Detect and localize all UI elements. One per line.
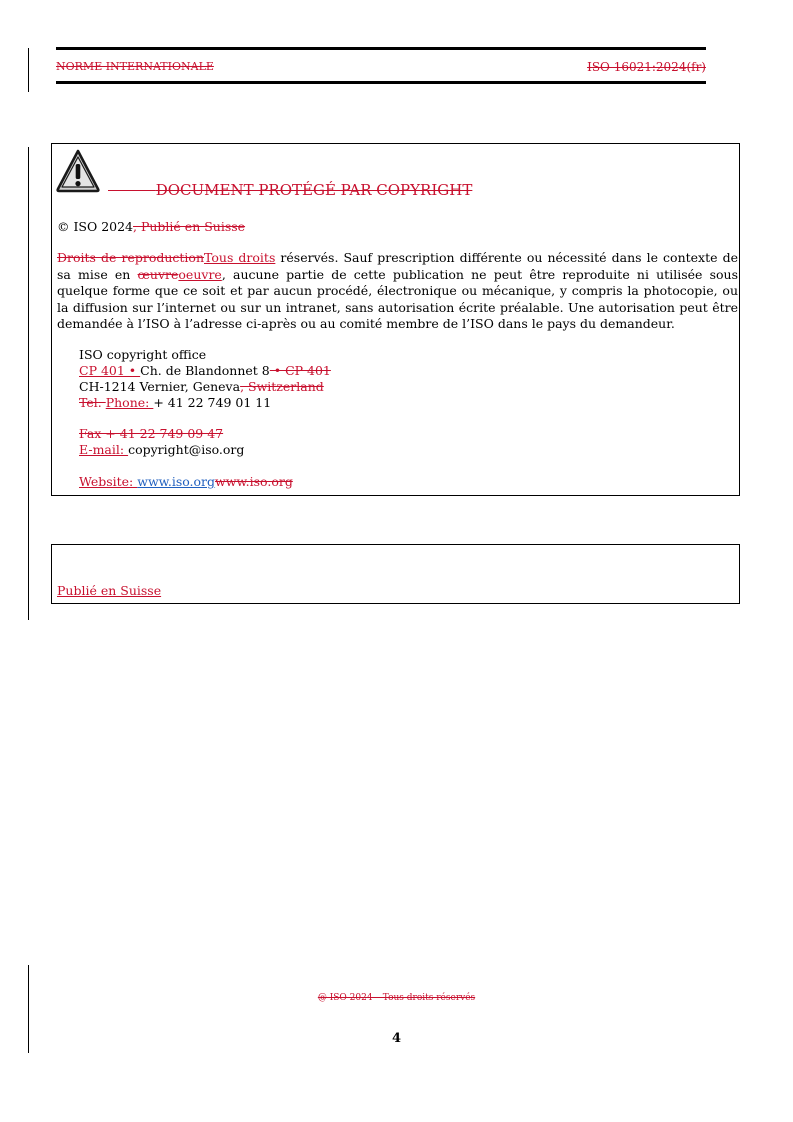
rights-inserted-2: oeuvre: [178, 266, 222, 282]
copyright-published-deleted: , Publié en Suisse: [133, 219, 246, 234]
address-street-text: Ch. de Blandonnet 8: [140, 363, 270, 378]
copyright-line: [57, 219, 245, 236]
website-link[interactable]: www.iso.org: [137, 474, 216, 489]
rights-deleted-2: œuvre: [137, 266, 179, 282]
address-country-deleted: , Switzerland: [240, 379, 324, 394]
address-tel-deleted: Tel.: [79, 395, 106, 410]
address-office: ISO copyright office: [79, 347, 207, 362]
address-phone-text: + 41 22 749 01 11: [153, 395, 272, 410]
address-cp-deleted: • CP 401: [269, 363, 331, 378]
address-street: [79, 363, 331, 379]
rights-text-1: réservés. Sauf prescription différente ou nécessité dans le contexte de sa mise en: [57, 250, 738, 282]
change-bar-top: [28, 48, 29, 92]
rights-text-2: , aucune partie de cette publication ne peut être reproduite ni utilisée sous quelque forme que ce soit et par aucun procédé, électronique ou mécanique, y compris la photocopie, ou la diffusion sur l’internet ou sur un intranet, sans autorisation écrite préalable. Une autorisation peut être demandée à l’ISO à l’adresse ci-après ou au comité membre de l’ISO dans le pays du demandeur.: [57, 266, 739, 331]
address-website-inserted: Website:: [79, 474, 138, 489]
rights-inserted-1: Tous droits: [204, 250, 276, 265]
address-cp-inserted: CP 401 •: [79, 363, 141, 378]
copyright-year: © ISO 2024: [57, 219, 134, 234]
rights-deleted-1: Droits de reproduction: [57, 250, 204, 265]
address-email: [79, 442, 244, 458]
rights-paragraph: [57, 250, 738, 333]
address-email-inserted: E-mail:: [79, 442, 129, 457]
header-right-label: ISO 16021:2024(fr): [587, 60, 706, 74]
published-box: [51, 544, 740, 604]
copyright-box: [51, 143, 740, 496]
page-number: 4: [391, 1031, 402, 1046]
header-rule-top: [56, 47, 706, 50]
warning-icon: [56, 148, 100, 194]
change-bar-middle: [28, 147, 29, 620]
header-rule-bottom: [56, 81, 706, 84]
copyright-title: [108, 181, 472, 199]
address-email-text: copyright@iso.org: [128, 442, 245, 457]
address-city: [79, 379, 324, 395]
address-fax-deleted: Fax + 41 22 749 09 47: [79, 426, 224, 441]
footer-copyright: @ ISO 2024 – Tous droits réservés: [317, 993, 476, 1003]
address-phone: [79, 395, 271, 411]
address-phone-inserted: Phone:: [105, 395, 154, 410]
address-city-text: CH-1214 Vernier, Geneva: [79, 379, 241, 394]
copyright-title-text: DOCUMENT PROTÉGÉ PAR COPYRIGHT: [155, 181, 473, 199]
website-deleted: www.iso.org: [215, 474, 293, 489]
published-text: Publié en Suisse: [57, 583, 162, 598]
address-website: [79, 474, 293, 490]
header-left-label: NORME INTERNATIONALE: [56, 60, 214, 73]
